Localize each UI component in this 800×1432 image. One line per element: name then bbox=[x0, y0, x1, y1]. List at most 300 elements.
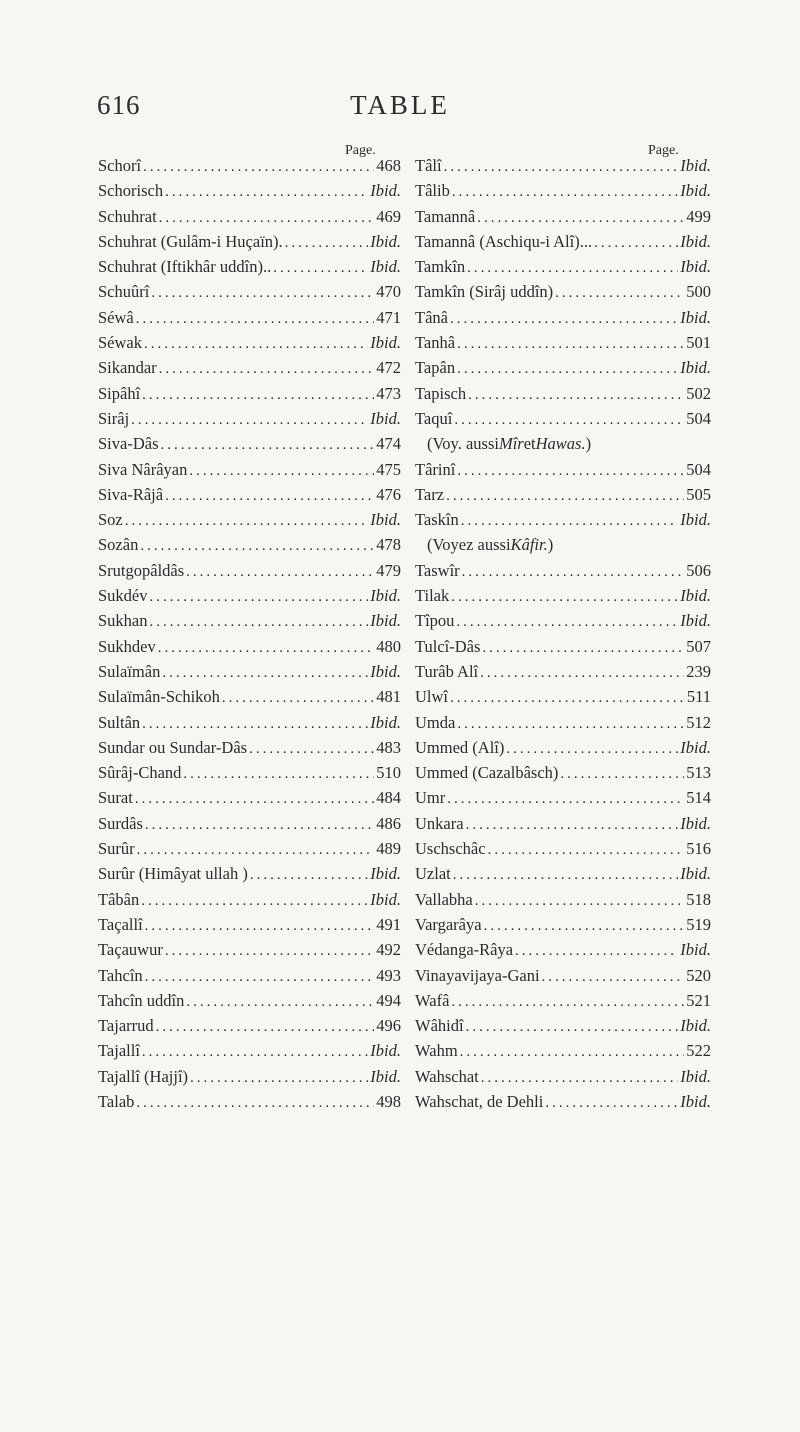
index-entry bbox=[98, 384, 401, 409]
entry-page: 473 bbox=[376, 383, 401, 403]
index-column-left bbox=[98, 156, 401, 1117]
index-entry bbox=[98, 1092, 401, 1117]
entry-name: Siva-Râjâ bbox=[98, 484, 164, 504]
dot-leader bbox=[451, 867, 679, 884]
index-entry bbox=[98, 611, 401, 636]
index-entry bbox=[415, 561, 711, 586]
index-entry bbox=[98, 434, 401, 459]
entry-name: Unkara bbox=[415, 813, 464, 833]
entry-name: Tamkîn (Sirâj uddîn) bbox=[415, 282, 554, 302]
dot-leader bbox=[455, 463, 684, 480]
entry-name: Tilak bbox=[415, 586, 450, 606]
entry-name: Tajallî (Hajjî) bbox=[98, 1066, 189, 1086]
index-entry bbox=[98, 333, 401, 358]
entry-page: 479 bbox=[376, 560, 401, 580]
index-entry bbox=[415, 1041, 711, 1066]
entry-page: Ibid. bbox=[370, 257, 401, 277]
note-text: (Voy. aussi bbox=[427, 434, 499, 454]
index-entry bbox=[415, 915, 711, 940]
note-text: Hawas. bbox=[535, 434, 586, 454]
entry-page: 489 bbox=[376, 839, 401, 859]
index-entry bbox=[98, 181, 401, 206]
entry-page: 507 bbox=[686, 636, 711, 656]
entry-page: 475 bbox=[376, 459, 401, 479]
entry-page: 502 bbox=[686, 383, 711, 403]
entry-name: Wafâ bbox=[415, 990, 450, 1010]
dot-leader bbox=[248, 867, 368, 884]
entry-name: Turâb Alî bbox=[415, 661, 479, 681]
dot-leader bbox=[465, 260, 678, 277]
dot-leader bbox=[133, 791, 374, 808]
entry-name: Talab bbox=[98, 1091, 135, 1111]
index-entry bbox=[98, 510, 401, 535]
index-entry bbox=[415, 1067, 711, 1092]
dot-leader bbox=[160, 665, 368, 682]
entry-page: Ibid. bbox=[680, 257, 711, 277]
index-entry bbox=[415, 814, 711, 839]
dot-leader bbox=[134, 1095, 374, 1112]
entry-name: Sozân bbox=[98, 535, 139, 555]
entry-page: 516 bbox=[686, 839, 711, 859]
entry-page: 501 bbox=[686, 333, 711, 353]
dot-leader bbox=[181, 766, 374, 783]
dot-leader bbox=[157, 361, 375, 378]
entry-name: Taçallî bbox=[98, 914, 143, 934]
entry-name: Surûr (Himâyat ullah ) bbox=[98, 864, 248, 884]
dot-leader bbox=[475, 210, 684, 227]
entry-name: Taçauwur bbox=[98, 940, 163, 960]
index-entry bbox=[98, 687, 401, 712]
index-entry bbox=[98, 358, 401, 383]
index-entry bbox=[415, 384, 711, 409]
dot-leader bbox=[139, 893, 368, 910]
dot-leader bbox=[143, 817, 374, 834]
dot-leader bbox=[149, 285, 374, 302]
index-entry bbox=[415, 409, 711, 434]
entry-name: Schuhrat (Iftikhâr uddîn).. bbox=[98, 257, 272, 277]
note-text: et bbox=[523, 434, 536, 454]
entry-page: Ibid. bbox=[370, 1041, 401, 1061]
dot-leader bbox=[449, 589, 678, 606]
dot-leader bbox=[140, 1044, 368, 1061]
entry-name: Umr bbox=[415, 788, 446, 808]
dot-leader bbox=[143, 918, 375, 935]
entry-page: 518 bbox=[686, 889, 711, 909]
dot-leader bbox=[460, 564, 685, 581]
entry-page: 468 bbox=[376, 156, 401, 175]
dot-leader bbox=[129, 412, 368, 429]
index-entry bbox=[98, 207, 401, 232]
index-entry bbox=[415, 966, 711, 991]
dot-leader bbox=[455, 336, 684, 353]
entry-page: Ibid. bbox=[680, 1016, 711, 1036]
entry-name: Tamannâ (Aschiqu-i Alî)... bbox=[415, 231, 593, 251]
entry-name: Tajallî bbox=[98, 1041, 140, 1061]
index-entry bbox=[98, 586, 401, 611]
entry-name: Wahschat, de Dehli bbox=[415, 1091, 544, 1111]
dot-leader bbox=[454, 614, 678, 631]
note-text: (Voyez aussi bbox=[427, 535, 511, 555]
entry-name: Sundar ou Sundar-Dâs bbox=[98, 737, 248, 757]
index-entry bbox=[415, 788, 711, 813]
entry-name: Srutgopâldâs bbox=[98, 560, 185, 580]
entry-page: Ibid. bbox=[680, 940, 711, 960]
index-entry bbox=[98, 763, 401, 788]
dot-leader bbox=[141, 159, 374, 176]
entry-page: Ibid. bbox=[370, 611, 401, 631]
index-entry bbox=[415, 257, 711, 282]
entry-name: Védanga-Râya bbox=[415, 940, 514, 960]
dot-leader bbox=[464, 1019, 679, 1036]
index-entry bbox=[98, 940, 401, 965]
dot-leader bbox=[283, 235, 369, 252]
dot-leader bbox=[154, 1019, 375, 1036]
entry-page: Ibid. bbox=[680, 813, 711, 833]
entry-page: 504 bbox=[686, 408, 711, 428]
entry-name: Tapisch bbox=[415, 383, 467, 403]
entry-name: Sûrâj-Chand bbox=[98, 763, 182, 783]
entry-name: Schorî bbox=[98, 156, 142, 175]
entry-page: 494 bbox=[376, 990, 401, 1010]
dot-leader bbox=[458, 1044, 685, 1061]
dot-leader bbox=[134, 311, 375, 328]
entry-name: Séwak bbox=[98, 333, 142, 353]
dot-leader bbox=[148, 589, 369, 606]
entry-name: Tajarrud bbox=[98, 1016, 154, 1036]
entry-page: Ibid. bbox=[370, 231, 401, 251]
index-entry bbox=[415, 864, 711, 889]
entry-page: 520 bbox=[686, 965, 711, 985]
entry-name: Sukhan bbox=[98, 611, 148, 631]
entry-name: Taskîn bbox=[415, 510, 459, 530]
entry-name: Tulcî-Dâs bbox=[415, 636, 481, 656]
entry-page: Ibid. bbox=[370, 510, 401, 530]
entry-name: Sikandar bbox=[98, 358, 157, 378]
entry-page: Ibid. bbox=[680, 611, 711, 631]
entry-page: 512 bbox=[686, 712, 711, 732]
entry-name: Tânâ bbox=[415, 307, 448, 327]
entry-page: 472 bbox=[376, 358, 401, 378]
entry-name: Tâbân bbox=[98, 889, 140, 909]
index-entry bbox=[415, 156, 711, 181]
page-title: TABLE bbox=[350, 90, 450, 120]
note-text: ) bbox=[585, 434, 592, 454]
index-entry bbox=[415, 1016, 711, 1041]
entry-name: Surdâs bbox=[98, 813, 143, 833]
dot-leader bbox=[157, 210, 375, 227]
entry-page: Ibid. bbox=[370, 181, 401, 201]
entry-name: Schuûrî bbox=[98, 282, 150, 302]
entry-name: Siva-Dâs bbox=[98, 434, 159, 454]
index-entry bbox=[415, 637, 711, 662]
dot-leader bbox=[142, 336, 368, 353]
index-entry bbox=[415, 991, 711, 1016]
dot-leader bbox=[140, 716, 368, 733]
entry-name: Ummed (Cazalbâsch) bbox=[415, 763, 559, 783]
entry-page: Ibid. bbox=[680, 1091, 711, 1111]
entry-page: 504 bbox=[686, 459, 711, 479]
entry-page: Ibid. bbox=[680, 510, 711, 530]
dot-leader bbox=[466, 387, 684, 404]
dot-leader bbox=[592, 235, 678, 252]
index-entry bbox=[415, 308, 711, 333]
dot-leader bbox=[442, 159, 679, 176]
entry-page: 511 bbox=[686, 687, 711, 707]
index-entry bbox=[415, 485, 711, 510]
dot-leader bbox=[271, 260, 368, 277]
dot-leader bbox=[540, 969, 685, 986]
entry-name: Schorisch bbox=[98, 181, 164, 201]
dot-leader bbox=[480, 640, 684, 657]
index-entry bbox=[98, 713, 401, 738]
index-entry bbox=[98, 788, 401, 813]
entry-page: Ibid. bbox=[680, 1066, 711, 1086]
entry-page: 484 bbox=[376, 788, 401, 808]
dot-leader bbox=[479, 1070, 679, 1087]
entry-name: Uzlat bbox=[415, 864, 451, 884]
dot-leader bbox=[486, 842, 685, 859]
index-note bbox=[415, 434, 711, 459]
entry-page: Ibid. bbox=[370, 864, 401, 884]
entry-page: 476 bbox=[376, 484, 401, 504]
index-entry bbox=[415, 713, 711, 738]
entry-page: Ibid. bbox=[680, 181, 711, 201]
index-entry bbox=[98, 966, 401, 991]
dot-leader bbox=[558, 766, 684, 783]
entry-page: 519 bbox=[686, 914, 711, 934]
index-entry bbox=[98, 282, 401, 307]
entry-name: Surat bbox=[98, 788, 133, 808]
entry-page: Ibid. bbox=[680, 864, 711, 884]
entry-page: 486 bbox=[376, 813, 401, 833]
entry-name: Wâhidî bbox=[415, 1016, 464, 1036]
index-entry bbox=[98, 1016, 401, 1041]
dot-leader bbox=[140, 387, 374, 404]
index-entry bbox=[98, 738, 401, 763]
dot-leader bbox=[163, 184, 368, 201]
entry-page: 521 bbox=[686, 990, 711, 1010]
index-entry bbox=[98, 485, 401, 510]
entry-page: Ibid. bbox=[680, 586, 711, 606]
entry-name: Umda bbox=[415, 712, 456, 732]
note-text: Mîr bbox=[498, 434, 524, 454]
index-entry bbox=[415, 890, 711, 915]
index-entry bbox=[98, 561, 401, 586]
index-entry bbox=[98, 1067, 401, 1092]
dot-leader bbox=[135, 842, 375, 859]
index-entry bbox=[415, 1092, 711, 1117]
dot-leader bbox=[543, 1095, 678, 1112]
entry-name: Schuhrat (Gulâm-i Huçaïn). bbox=[98, 231, 283, 251]
dot-leader bbox=[450, 184, 678, 201]
entry-page: Ibid. bbox=[680, 231, 711, 251]
dot-leader bbox=[123, 513, 369, 530]
dot-leader bbox=[184, 994, 374, 1011]
index-entry bbox=[415, 181, 711, 206]
entry-page: Ibid. bbox=[370, 661, 401, 681]
index-entry bbox=[98, 637, 401, 662]
dot-leader bbox=[478, 665, 684, 682]
dot-leader bbox=[156, 640, 375, 657]
index-entry bbox=[415, 510, 711, 535]
index-entry bbox=[98, 991, 401, 1016]
note-text: Kâfir. bbox=[510, 535, 548, 555]
dot-leader bbox=[449, 994, 684, 1011]
dot-leader bbox=[459, 513, 679, 530]
dot-leader bbox=[482, 918, 685, 935]
dot-leader bbox=[148, 614, 369, 631]
entry-name: Ulwî bbox=[415, 687, 448, 707]
index-entry bbox=[98, 915, 401, 940]
entry-page: 505 bbox=[686, 484, 711, 504]
dot-leader bbox=[163, 488, 374, 505]
entry-name: Sipâhî bbox=[98, 383, 141, 403]
dot-leader bbox=[553, 285, 684, 302]
entry-page: 478 bbox=[376, 535, 401, 555]
index-entry bbox=[98, 308, 401, 333]
entry-page: 480 bbox=[376, 636, 401, 656]
index-entry bbox=[415, 839, 711, 864]
dot-leader bbox=[448, 690, 685, 707]
entry-page: 474 bbox=[376, 434, 401, 454]
entry-page: 506 bbox=[686, 560, 711, 580]
entry-page: 471 bbox=[376, 307, 401, 327]
entry-name: Tâlib bbox=[415, 181, 450, 201]
dot-leader bbox=[445, 791, 684, 808]
entry-name: Vargarâya bbox=[415, 914, 482, 934]
entry-name: Tapân bbox=[415, 358, 456, 378]
dot-leader bbox=[448, 311, 678, 328]
index-entry bbox=[415, 687, 711, 712]
entry-name: Siva Nârâyan bbox=[98, 459, 188, 479]
page-number: 616 bbox=[97, 90, 141, 120]
entry-page: 493 bbox=[376, 965, 401, 985]
dot-leader bbox=[138, 538, 374, 555]
index-entry bbox=[415, 333, 711, 358]
entry-name: Surûr bbox=[98, 839, 135, 859]
entry-name: Taquî bbox=[415, 408, 453, 428]
entry-page: Ibid. bbox=[370, 333, 401, 353]
entry-page: 499 bbox=[686, 206, 711, 226]
entry-page: Ibid. bbox=[370, 712, 401, 732]
entry-name: Sulaïmân bbox=[98, 661, 161, 681]
index-entry bbox=[415, 586, 711, 611]
dot-leader bbox=[513, 943, 678, 960]
entry-name: Tamannâ bbox=[415, 206, 476, 226]
dot-leader bbox=[163, 943, 374, 960]
index-note bbox=[415, 535, 711, 560]
entry-name: Wahm bbox=[415, 1041, 458, 1061]
entry-name: Vinayavijaya-Gani bbox=[415, 965, 540, 985]
index-entry bbox=[415, 611, 711, 636]
index-entry bbox=[415, 282, 711, 307]
index-entry bbox=[415, 940, 711, 965]
index-entry bbox=[98, 409, 401, 434]
entry-page: 492 bbox=[376, 940, 401, 960]
index-column-right bbox=[415, 156, 711, 1117]
entry-name: Tâlî bbox=[415, 156, 442, 175]
index-entry bbox=[415, 232, 711, 257]
dot-leader bbox=[455, 361, 678, 378]
note-text: ) bbox=[547, 535, 554, 555]
dot-leader bbox=[143, 969, 375, 986]
entry-page: Ibid. bbox=[370, 889, 401, 909]
index-entry bbox=[98, 864, 401, 889]
entry-name: Wahschat bbox=[415, 1066, 479, 1086]
entry-page: Ibid. bbox=[680, 307, 711, 327]
entry-page: 500 bbox=[686, 282, 711, 302]
entry-name: Séwâ bbox=[98, 307, 134, 327]
dot-leader bbox=[220, 690, 374, 707]
index-entry bbox=[415, 460, 711, 485]
index-entry bbox=[98, 890, 401, 915]
dot-leader bbox=[464, 817, 679, 834]
entry-page: 522 bbox=[686, 1041, 711, 1061]
dot-leader bbox=[187, 463, 374, 480]
entry-name: Tîpou bbox=[415, 611, 455, 631]
entry-name: Sulaïmân-Schikoh bbox=[98, 687, 220, 707]
entry-name: Sultân bbox=[98, 712, 141, 732]
entry-page: 496 bbox=[376, 1016, 401, 1036]
entry-page: 469 bbox=[376, 206, 401, 226]
dot-leader bbox=[504, 741, 678, 758]
index-entry bbox=[98, 535, 401, 560]
index-entry bbox=[415, 738, 711, 763]
dot-leader bbox=[455, 716, 684, 733]
index-entry bbox=[98, 814, 401, 839]
index-entry bbox=[98, 257, 401, 282]
index-entry bbox=[415, 662, 711, 687]
entry-name: Tarz bbox=[415, 484, 445, 504]
entry-name: Uschschâc bbox=[415, 839, 486, 859]
entry-name: Tamkîn bbox=[415, 257, 466, 277]
entry-page: 481 bbox=[376, 687, 401, 707]
entry-name: Soz bbox=[98, 510, 123, 530]
entry-page: Ibid. bbox=[370, 586, 401, 606]
entry-page: 514 bbox=[686, 788, 711, 808]
entry-page: 513 bbox=[686, 763, 711, 783]
entry-page: Ibid. bbox=[370, 1066, 401, 1086]
dot-leader bbox=[444, 488, 684, 505]
entry-name: Schuhrat bbox=[98, 206, 157, 226]
entry-page: Ibid. bbox=[680, 156, 711, 175]
entry-page: Ibid. bbox=[680, 737, 711, 757]
index-entry bbox=[98, 1041, 401, 1066]
entry-name: Sirâj bbox=[98, 408, 130, 428]
entry-page: 470 bbox=[376, 282, 401, 302]
index-entry bbox=[98, 839, 401, 864]
column-heading-left: Page. bbox=[345, 143, 376, 158]
entry-page: 491 bbox=[376, 914, 401, 934]
dot-leader bbox=[184, 564, 374, 581]
dot-leader bbox=[247, 741, 374, 758]
entry-name: Sukdév bbox=[98, 586, 148, 606]
entry-name: Tahcîn bbox=[98, 965, 143, 985]
entry-page: 498 bbox=[376, 1091, 401, 1111]
index-entry bbox=[98, 460, 401, 485]
dot-leader bbox=[188, 1070, 368, 1087]
page-header bbox=[0, 90, 800, 130]
dot-leader bbox=[473, 893, 685, 910]
dot-leader bbox=[159, 437, 375, 454]
index-entry bbox=[415, 358, 711, 383]
entry-name: Vallabha bbox=[415, 889, 473, 909]
dot-leader bbox=[452, 412, 684, 429]
entry-name: Târinî bbox=[415, 459, 456, 479]
entry-name: Tahcîn uddîn bbox=[98, 990, 185, 1010]
entry-name: Tanhâ bbox=[415, 333, 456, 353]
index-entry bbox=[98, 232, 401, 257]
